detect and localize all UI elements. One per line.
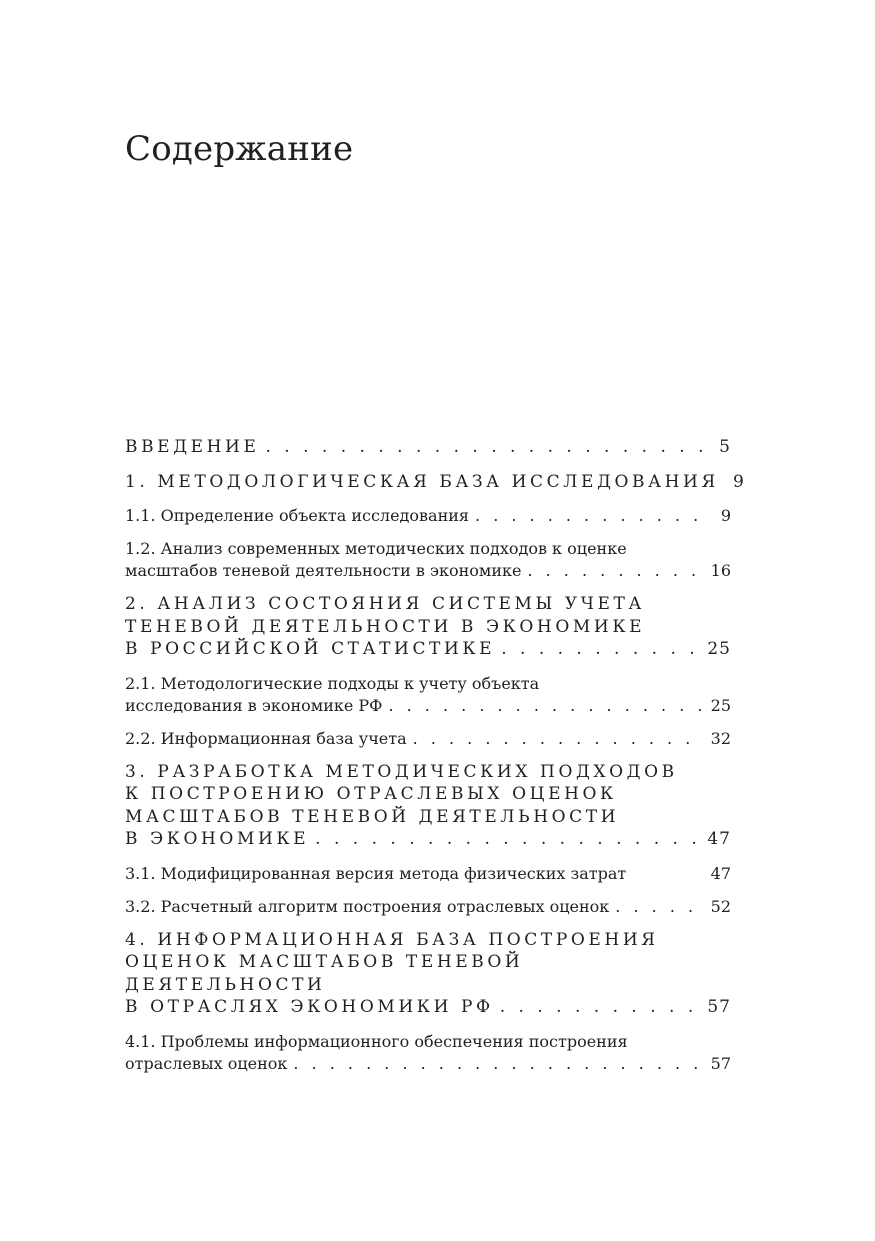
toc-page-number: 9: [720, 506, 731, 525]
toc-page-number: 57: [707, 997, 731, 1017]
toc-entry-title: 3.1. Модифицированная версия метода физических затрат: [125, 863, 627, 883]
dot-leader: [501, 638, 701, 661]
toc-page-number: 9: [732, 471, 745, 492]
toc-entry-section-3-2[interactable]: [125, 896, 731, 918]
toc-page-number: 57: [710, 1053, 731, 1073]
toc-entry-title-line: 2. АНАЛИЗ СОСТОЯНИЯ СИСТЕМЫ УЧЕТА: [125, 594, 645, 614]
toc-entry-title-line: ОЦЕНОК МАСШТАБОВ ТЕНЕВОЙ ДЕЯТЕЛЬНОСТИ: [125, 952, 524, 995]
toc-entry-title-line: отраслевых оценок: [125, 1053, 288, 1073]
toc-entry-section-1-2[interactable]: [125, 538, 731, 582]
toc-entry-title-line: К ПОСТРОЕНИЮ ОТРАСЛЕВЫХ ОЦЕНОК: [125, 784, 617, 804]
toc-entry-title: 1.1. Определение объекта исследования: [125, 506, 470, 525]
table-of-contents: [125, 436, 745, 1086]
toc-entry-title-line: исследования в экономике РФ: [125, 695, 383, 715]
toc-entry-section-1-1[interactable]: [125, 505, 731, 527]
toc-entry-title-line: 4.1. Проблемы информационного обеспечения построения: [125, 1031, 628, 1051]
dot-leader: [266, 436, 712, 459]
toc-entry-title-line: МАСШТАБОВ ТЕНЕВОЙ ДЕЯТЕЛЬНОСТИ: [125, 806, 620, 827]
dot-leader: [527, 560, 704, 582]
toc-entry-title-line: В РОССИЙСКОЙ СТАТИСТИКЕ: [125, 639, 496, 659]
toc-entry-title-line: масштабов теневой деятельности в экономике: [125, 561, 522, 580]
toc-entry-section-4-1[interactable]: [125, 1031, 731, 1075]
dot-leader: [475, 505, 711, 527]
toc-page-number: 47: [707, 829, 731, 849]
toc-page-number: 25: [707, 639, 731, 659]
toc-page-number: 47: [710, 863, 731, 883]
dot-leader: [388, 695, 704, 717]
toc-page-number: 5: [719, 437, 731, 457]
toc-page-number: 16: [710, 561, 731, 580]
toc-entry-intro[interactable]: [125, 436, 731, 459]
toc-entry-title-line: 3. РАЗРАБОТКА МЕТОДИЧЕСКИХ ПОДХОДОВ: [125, 761, 678, 782]
toc-entry-section-3-1[interactable]: [125, 863, 731, 885]
toc-entry-title-line: В ОТРАСЛЯХ ЭКОНОМИКИ РФ: [125, 997, 494, 1017]
toc-entry-chapter-2[interactable]: [125, 593, 731, 661]
toc-entry-title: 1. МЕТОДОЛОГИЧЕСКАЯ БАЗА ИССЛЕДОВАНИЯ: [125, 471, 719, 492]
toc-page-number: 32: [710, 728, 731, 748]
toc-entry-title-line: 2.1. Методологические подходы к учету объекта: [125, 673, 540, 693]
toc-entry-title: 3.2. Расчетный алгоритм построения отраслевых оценок: [125, 896, 610, 916]
toc-entry-title: ВВЕДЕНИЕ: [125, 437, 260, 457]
toc-entry-title-line: 4. ИНФОРМАЦИОННАЯ БАЗА ПОСТРОЕНИЯ: [125, 929, 659, 950]
toc-entry-chapter-1[interactable]: [125, 471, 745, 494]
toc-entry-chapter-4[interactable]: [125, 929, 731, 1019]
dot-leader: [413, 728, 705, 750]
toc-page-number: 52: [710, 896, 731, 916]
dot-leader: [615, 896, 704, 918]
dot-leader: [500, 996, 702, 1019]
toc-entry-section-2-2[interactable]: [125, 728, 731, 750]
toc-entry-title-line: ТЕНЕВОЙ ДЕЯТЕЛЬНОСТИ В ЭКОНОМИКЕ: [125, 616, 646, 637]
dot-leader: [293, 1053, 704, 1075]
dot-leader: [315, 828, 701, 851]
toc-entry-chapter-3[interactable]: [125, 761, 731, 851]
toc-entry-title: 2.2. Информационная база учета: [125, 728, 407, 748]
toc-page-number: 25: [710, 695, 731, 715]
toc-entry-section-2-1[interactable]: [125, 673, 731, 717]
toc-entry-title-line: В ЭКОНОМИКЕ: [125, 829, 310, 849]
toc-entry-title-line: 1.2. Анализ современных методических подходов к оценке: [125, 539, 627, 558]
page-title: Содержание: [125, 128, 354, 169]
